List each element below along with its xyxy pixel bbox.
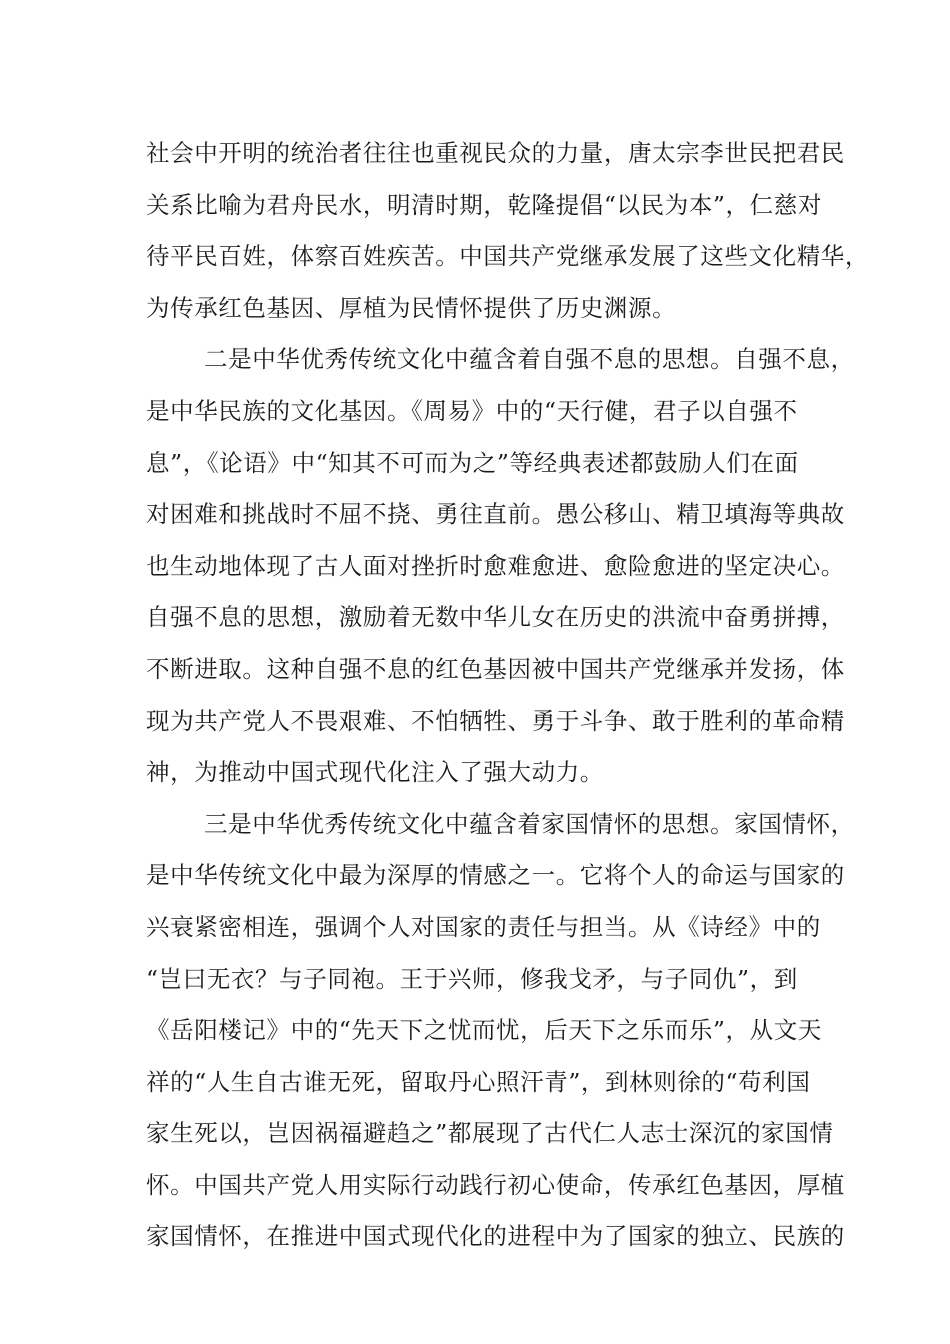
text-line: 息”，《论语》中“知其不可而为之”等经典表述都鼓励人们在面 (146, 448, 799, 477)
text-line: 对困难和挑战时不屈不挠、勇往直前。愚公移山、精卫填海等典故 (146, 500, 845, 529)
text-line: 自强不息的思想，激励着无数中华儿女在历史的洪流中奋勇拼搏， (146, 603, 845, 632)
body-text (146, 128, 869, 1263)
text-line: 兴衰紧密相连，强调个人对国家的责任与担当。从《诗经》中的 (146, 912, 821, 941)
text-line: 现为共产党人不畏艰难、不怕牺牲、勇于斗争、敢于胜利的革命精 (146, 706, 845, 735)
text-line: 神，为推动中国式现代化注入了强大动力。 (146, 758, 604, 787)
text-line: 是中华传统文化中最为深厚的情感之一。它将个人的命运与国家的 (146, 861, 845, 890)
text-line: 社会中开明的统治者往往也重视民众的力量，唐太宗李世民把君民 (146, 139, 845, 167)
text-line: 待平民百姓，体察百姓疾苦。中国共产党继承发展了这些文化精华， (146, 242, 869, 271)
text-line: 关系比喻为君舟民水，明清时期，乾隆提倡“以民为本”，仁慈对 (146, 190, 822, 219)
text-line: 家生死以，岂因祸福避趋之”都展现了古代仁人志士深沉的家国情 (146, 1119, 834, 1148)
paragraph-first-line: 二是中华优秀传统文化中蕴含着自强不息的思想。自强不息， (204, 345, 855, 374)
text-line: 也生动地体现了古人面对挫折时愈难愈进、愈险愈进的坚定决心。 (146, 551, 845, 580)
text-line: 不断进取。这种自强不息的红色基因被中国共产党继承并发扬，体 (146, 654, 845, 683)
text-line: 为传承红色基因、厚植为民情怀提供了历史渊源。 (146, 293, 677, 322)
text-line: 祥的“人生自古谁无死，留取丹心照汗青”，到林则徐的“苟利国 (146, 1067, 811, 1096)
text-line: 怀。中国共产党人用实际行动践行初心使命，传承红色基因，厚植 (146, 1170, 845, 1199)
paragraph-first-line: 三是中华优秀传统文化中蕴含着家国情怀的思想。家国情怀， (204, 809, 855, 838)
text-line: 《岳阳楼记》中的“先天下之忧而忧，后天下之乐而乐”，从文天 (146, 1016, 822, 1045)
text-line: 家国情怀，在推进中国式现代化的进程中为了国家的独立、民族的 (146, 1222, 845, 1251)
text-line: “岂曰无衣？与子同袍。王于兴师，修我戈矛，与子同仇”，到 (146, 964, 798, 993)
text-line: 是中华民族的文化基因。《周易》中的“天行健，君子以自强不 (146, 396, 798, 425)
